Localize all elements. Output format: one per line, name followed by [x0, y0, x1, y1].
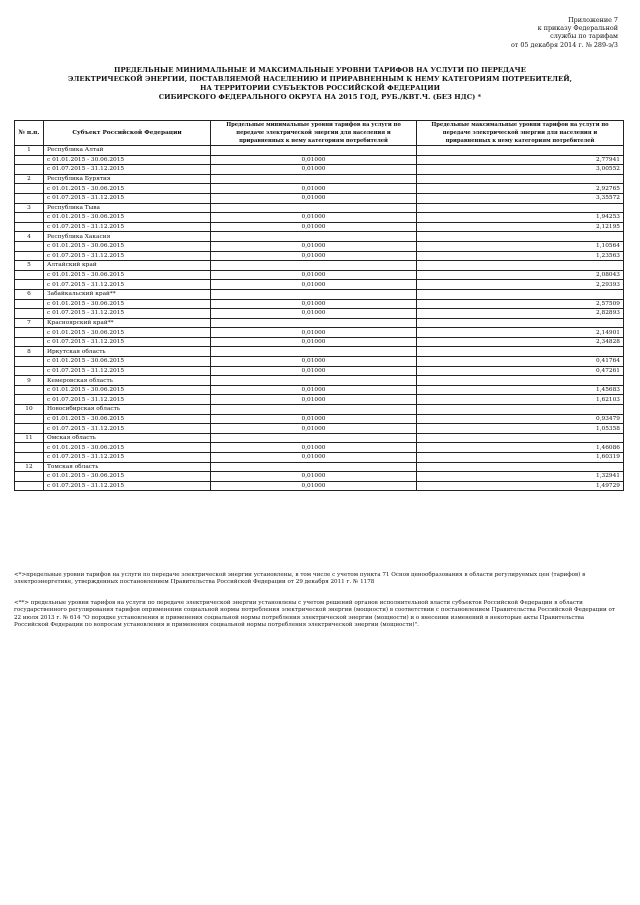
- min-tariff-value: 0,01000: [211, 155, 417, 165]
- header-subject: Субъект Российской Федерации: [44, 121, 211, 146]
- row-number: 8: [15, 347, 44, 357]
- period-label: с 01.07.2015 - 31.12.2015: [44, 366, 211, 376]
- empty-cell: [211, 433, 417, 443]
- period-label: с 01.01.2015 - 30.06.2015: [44, 385, 211, 395]
- appendix-line-1: Приложение 7: [568, 16, 618, 24]
- period-label: с 01.07.2015 - 31.12.2015: [44, 222, 211, 232]
- empty-cell: [211, 376, 417, 386]
- document-title: [60, 66, 580, 102]
- empty-cell: [211, 146, 417, 156]
- min-tariff-value: 0,01000: [211, 184, 417, 194]
- region-row: [15, 232, 624, 242]
- row-number: 1: [15, 146, 44, 156]
- empty-cell: [417, 289, 624, 299]
- region-row: [15, 174, 624, 184]
- region-name: Томская область: [44, 462, 211, 472]
- empty-cell: [417, 405, 624, 415]
- max-tariff-value: 2,77941: [417, 155, 624, 165]
- region-row: [15, 289, 624, 299]
- region-name: Республика Тыва: [44, 203, 211, 213]
- footnote-2: <**> предельные уровни тарифов на услуги по передаче электрической энергии установлены с учетом решений органов исполнительной власти субъектов Российской Федерации в области государственного регулирования тарифов оприменении социальной нормы потребления электрической энергии (мощности) в соответствии с постановлением Правительства Российской Федерации от 22 июля 2013 г. № 614 "О порядке установления и применения социальной нормы потребления электрической энергии (мощности) и о внесении изменений в некоторые акты Правительства Российской Федерации по вопросам установления и применения социальной нормы потребления электрической энергии (мощности)".: [14, 600, 615, 629]
- min-tariff-value: 0,01000: [211, 443, 417, 453]
- max-tariff-value: 1,60319: [417, 453, 624, 463]
- period-row: [15, 414, 624, 424]
- title-line-1: ПРЕДЕЛЬНЫЕ МИНИМАЛЬНЫЕ И МАКСИМАЛЬНЫЕ УРОВНИ ТАРИФОВ НА УСЛУГИ ПО ПЕРЕДАЧЕ: [114, 66, 526, 74]
- empty-cell: [417, 433, 624, 443]
- min-tariff-value: 0,01000: [211, 270, 417, 280]
- empty-cell: [15, 184, 44, 194]
- min-tariff-value: 0,01000: [211, 280, 417, 290]
- empty-cell: [15, 472, 44, 482]
- period-row: [15, 328, 624, 338]
- min-tariff-value: 0,01000: [211, 414, 417, 424]
- min-tariff-value: 0,01000: [211, 309, 417, 319]
- row-number: 11: [15, 433, 44, 443]
- max-tariff-value: 0,41764: [417, 357, 624, 367]
- empty-cell: [15, 213, 44, 223]
- min-tariff-value: 0,01000: [211, 481, 417, 491]
- period-row: [15, 366, 624, 376]
- min-tariff-value: 0,01000: [211, 385, 417, 395]
- title-line-4: СИБИРСКОГО ФЕДЕРАЛЬНОГО ОКРУГА НА 2015 ГОД, РУБ./КВТ.Ч. (БЕЗ НДС) *: [158, 93, 482, 101]
- tariff-table: [14, 120, 624, 491]
- row-number: 4: [15, 232, 44, 242]
- empty-cell: [417, 174, 624, 184]
- empty-cell: [211, 232, 417, 242]
- period-label: с 01.07.2015 - 31.12.2015: [44, 251, 211, 261]
- period-label: с 01.07.2015 - 31.12.2015: [44, 453, 211, 463]
- period-row: [15, 213, 624, 223]
- empty-cell: [15, 193, 44, 203]
- empty-cell: [15, 443, 44, 453]
- max-tariff-value: 1,49729: [417, 481, 624, 491]
- empty-cell: [15, 395, 44, 405]
- period-row: [15, 165, 624, 175]
- region-row: [15, 347, 624, 357]
- period-row: [15, 309, 624, 319]
- empty-cell: [15, 309, 44, 319]
- min-tariff-value: 0,01000: [211, 424, 417, 434]
- period-row: [15, 280, 624, 290]
- period-label: с 01.01.2015 - 30.06.2015: [44, 155, 211, 165]
- period-row: [15, 453, 624, 463]
- empty-cell: [417, 318, 624, 328]
- period-row: [15, 395, 624, 405]
- region-row: [15, 261, 624, 271]
- period-row: [15, 270, 624, 280]
- period-row: [15, 337, 624, 347]
- empty-cell: [15, 385, 44, 395]
- region-name: Кемеровская область: [44, 376, 211, 386]
- period-label: с 01.07.2015 - 31.12.2015: [44, 165, 211, 175]
- min-tariff-value: 0,01000: [211, 299, 417, 309]
- empty-cell: [417, 261, 624, 271]
- row-number: 10: [15, 405, 44, 415]
- row-number: 9: [15, 376, 44, 386]
- empty-cell: [211, 174, 417, 184]
- min-tariff-value: 0,01000: [211, 472, 417, 482]
- empty-cell: [211, 261, 417, 271]
- min-tariff-value: 0,01000: [211, 337, 417, 347]
- period-label: с 01.01.2015 - 30.06.2015: [44, 270, 211, 280]
- empty-cell: [211, 203, 417, 213]
- max-tariff-value: 1,05358: [417, 424, 624, 434]
- period-label: с 01.01.2015 - 30.06.2015: [44, 472, 211, 482]
- period-row: [15, 424, 624, 434]
- empty-cell: [211, 318, 417, 328]
- empty-cell: [15, 155, 44, 165]
- empty-cell: [15, 251, 44, 261]
- header-min-tariff: Предельные минимальные уровни тарифов на услуги по передаче электрической энергии для населения и приравненных к нему категориям потребителей: [211, 121, 417, 146]
- header-number: № п.п.: [15, 121, 44, 146]
- empty-cell: [15, 357, 44, 367]
- appendix-line-2: к приказу Федеральной: [537, 24, 618, 33]
- row-number: 7: [15, 318, 44, 328]
- max-tariff-value: 2,34828: [417, 337, 624, 347]
- max-tariff-value: 0,93479: [417, 414, 624, 424]
- max-tariff-value: 2,92765: [417, 184, 624, 194]
- region-row: [15, 376, 624, 386]
- appendix-line-4: от 05 декабря 2014 г. № 289-э/3: [510, 40, 618, 49]
- empty-cell: [15, 481, 44, 491]
- appendix-header: [511, 16, 618, 49]
- min-tariff-value: 0,01000: [211, 213, 417, 223]
- min-tariff-value: 0,01000: [211, 165, 417, 175]
- empty-cell: [15, 270, 44, 280]
- region-row: [15, 405, 624, 415]
- max-tariff-value: 1,23563: [417, 251, 624, 261]
- period-row: [15, 222, 624, 232]
- empty-cell: [417, 376, 624, 386]
- empty-cell: [417, 203, 624, 213]
- title-line-2: ЭЛЕКТРИЧЕСКОЙ ЭНЕРГИИ, ПОСТАВЛЯЕМОЙ НАСЕЛЕНИЮ И ПРИРАВНЕННЫМ К НЕМУ КАТЕГОРИЯМ ПОТРЕБИТЕЛЕЙ,: [68, 75, 572, 83]
- period-label: с 01.01.2015 - 30.06.2015: [44, 184, 211, 194]
- region-name: Иркутская область: [44, 347, 211, 357]
- period-row: [15, 299, 624, 309]
- empty-cell: [417, 232, 624, 242]
- table-body: [15, 146, 624, 491]
- max-tariff-value: 2,08043: [417, 270, 624, 280]
- row-number: 12: [15, 462, 44, 472]
- min-tariff-value: 0,01000: [211, 241, 417, 251]
- empty-cell: [211, 347, 417, 357]
- max-tariff-value: 1,10564: [417, 241, 624, 251]
- empty-cell: [211, 462, 417, 472]
- period-label: с 01.07.2015 - 31.12.2015: [44, 193, 211, 203]
- period-row: [15, 385, 624, 395]
- max-tariff-value: 1,45683: [417, 385, 624, 395]
- min-tariff-value: 0,01000: [211, 357, 417, 367]
- title-line-3: НА ТЕРРИТОРИИ СУБЪЕКТОВ РОССИЙСКОЙ ФЕДЕРАЦИИ: [199, 84, 441, 92]
- period-label: с 01.07.2015 - 31.12.2015: [44, 424, 211, 434]
- period-label: с 01.01.2015 - 30.06.2015: [44, 241, 211, 251]
- region-name: Новосибирская область: [44, 405, 211, 415]
- empty-cell: [15, 328, 44, 338]
- footnote-1: <*>предельные уровни тарифов на услуги по передаче электрической энергии установлены, в том числе с учетом пункта 71 Основ ценообразования в области регулируемых цен (тарифов) в электроэнергетике, утвержденных постановлением Правительства Российской Федерации от 29 декабря 2011 г. № 1178: [14, 572, 586, 586]
- min-tariff-value: 0,01000: [211, 251, 417, 261]
- max-tariff-value: 1,46086: [417, 443, 624, 453]
- header-max-tariff: Предельные максимальные уровни тарифов на услуги по передаче электрической энергии для населения и приравненных к нему категориям потребителей: [417, 121, 624, 146]
- region-row: [15, 318, 624, 328]
- period-row: [15, 443, 624, 453]
- max-tariff-value: 2,29393: [417, 280, 624, 290]
- region-name: Республика Бурятия: [44, 174, 211, 184]
- empty-cell: [15, 241, 44, 251]
- period-label: с 01.01.2015 - 30.06.2015: [44, 443, 211, 453]
- empty-cell: [15, 424, 44, 434]
- max-tariff-value: 3,00552: [417, 165, 624, 175]
- min-tariff-value: 0,01000: [211, 193, 417, 203]
- appendix-line-3: службы по тарифам: [550, 32, 618, 41]
- period-label: с 01.07.2015 - 31.12.2015: [44, 309, 211, 319]
- max-tariff-value: 3,35572: [417, 193, 624, 203]
- table-header-row: [15, 121, 624, 146]
- max-tariff-value: 1,94253: [417, 213, 624, 223]
- empty-cell: [15, 222, 44, 232]
- empty-cell: [211, 289, 417, 299]
- min-tariff-value: 0,01000: [211, 328, 417, 338]
- period-row: [15, 193, 624, 203]
- region-name: Забайкальский край**: [44, 289, 211, 299]
- region-name: Республика Алтай: [44, 146, 211, 156]
- empty-cell: [417, 347, 624, 357]
- empty-cell: [211, 405, 417, 415]
- region-row: [15, 203, 624, 213]
- max-tariff-value: 1,62103: [417, 395, 624, 405]
- region-name: Омская область: [44, 433, 211, 443]
- min-tariff-value: 0,01000: [211, 395, 417, 405]
- period-row: [15, 251, 624, 261]
- empty-cell: [15, 414, 44, 424]
- period-label: с 01.07.2015 - 31.12.2015: [44, 395, 211, 405]
- period-row: [15, 241, 624, 251]
- region-name: Красноярский край**: [44, 318, 211, 328]
- period-row: [15, 357, 624, 367]
- empty-cell: [15, 280, 44, 290]
- period-label: с 01.07.2015 - 31.12.2015: [44, 337, 211, 347]
- min-tariff-value: 0,01000: [211, 453, 417, 463]
- max-tariff-value: 1,32941: [417, 472, 624, 482]
- max-tariff-value: 0,47261: [417, 366, 624, 376]
- row-number: 6: [15, 289, 44, 299]
- period-label: с 01.01.2015 - 30.06.2015: [44, 328, 211, 338]
- empty-cell: [15, 299, 44, 309]
- row-number: 5: [15, 261, 44, 271]
- max-tariff-value: 2,12195: [417, 222, 624, 232]
- max-tariff-value: 2,14901: [417, 328, 624, 338]
- region-name: Республика Хакасия: [44, 232, 211, 242]
- row-number: 3: [15, 203, 44, 213]
- period-label: с 01.07.2015 - 31.12.2015: [44, 481, 211, 491]
- region-row: [15, 462, 624, 472]
- period-row: [15, 155, 624, 165]
- period-label: с 01.01.2015 - 30.06.2015: [44, 213, 211, 223]
- period-label: с 01.01.2015 - 30.06.2015: [44, 299, 211, 309]
- period-row: [15, 184, 624, 194]
- region-row: [15, 433, 624, 443]
- empty-cell: [15, 453, 44, 463]
- min-tariff-value: 0,01000: [211, 366, 417, 376]
- region-row: [15, 146, 624, 156]
- row-number: 2: [15, 174, 44, 184]
- period-label: с 01.07.2015 - 31.12.2015: [44, 280, 211, 290]
- empty-cell: [15, 165, 44, 175]
- period-label: с 01.01.2015 - 30.06.2015: [44, 357, 211, 367]
- region-name: Алтайский край: [44, 261, 211, 271]
- empty-cell: [15, 366, 44, 376]
- max-tariff-value: 2,82893: [417, 309, 624, 319]
- empty-cell: [417, 146, 624, 156]
- empty-cell: [15, 337, 44, 347]
- empty-cell: [417, 462, 624, 472]
- min-tariff-value: 0,01000: [211, 222, 417, 232]
- period-row: [15, 481, 624, 491]
- max-tariff-value: 2,57509: [417, 299, 624, 309]
- period-row: [15, 472, 624, 482]
- period-label: с 01.01.2015 - 30.06.2015: [44, 414, 211, 424]
